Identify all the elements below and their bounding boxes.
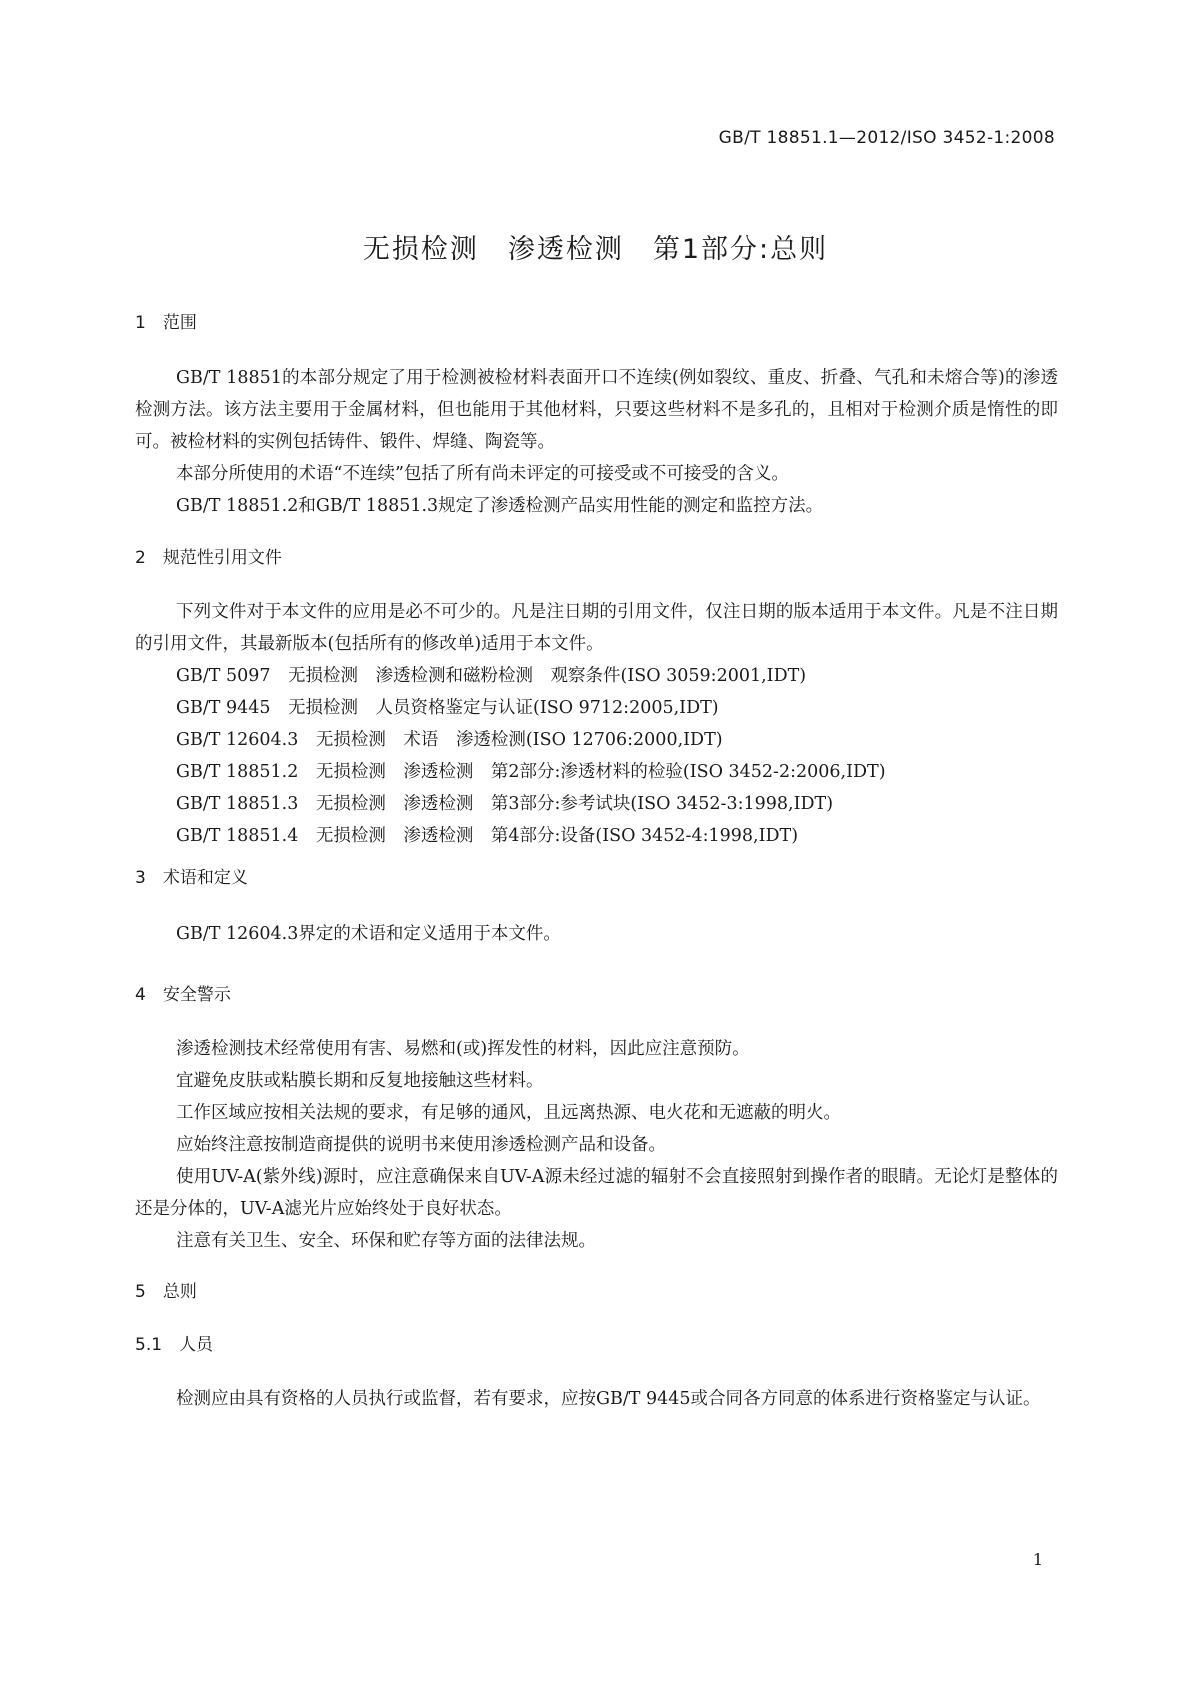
document-title: 无损检测 渗透检测 第1部分:总则 [362, 234, 829, 265]
section-5-heading: 5 总则 [135, 1282, 197, 1302]
safety-line: 渗透检测技术经常使用有害、易燃和(或)挥发性的材料，因此应注意预防。 [176, 1039, 750, 1059]
reference-item: GB/T 5097 无损检测 渗透检测和磁粉检测 观察条件(ISO 3059:2001,IDT) [176, 666, 807, 686]
section-3-heading: 3 术语和定义 [135, 868, 248, 888]
safety-uv-paragraph: 使用UV-A(紫外线)源时，应注意确保来自UV-A源未经过滤的辐射不会直接照射到操作者的眼睛。无论灯是整体的还是分体的，UV-A滤光片应始终处于良好状态。 [135, 1167, 1058, 1219]
safety-line: 注意有关卫生、安全、环保和贮存等方面的法律法规。 [176, 1231, 596, 1251]
section-5-1-heading: 5.1 人员 [135, 1335, 214, 1355]
section-3-paragraph-1: GB/T 12604.3界定的术语和定义适用于本文件。 [176, 924, 561, 944]
section-2-heading: 2 规范性引用文件 [135, 548, 282, 568]
section-4-heading: 4 安全警示 [135, 985, 231, 1005]
section-1-paragraph-3: GB/T 18851.2和GB/T 18851.3规定了渗透检测产品实用性能的测定和监控方法。 [176, 496, 824, 516]
reference-item: GB/T 18851.4 无损检测 渗透检测 第4部分:设备(ISO 3452-4:1998,IDT) [176, 826, 799, 846]
page-number: 1 [1032, 1550, 1043, 1569]
section-1-heading: 1 范围 [135, 313, 197, 333]
reference-item: GB/T 12604.3 无损检测 术语 渗透检测(ISO 12706:2000,IDT) [176, 730, 723, 750]
safety-line: 应始终注意按制造商提供的说明书来使用渗透检测产品和设备。 [176, 1135, 666, 1155]
section-1-paragraph-1: GB/T 18851的本部分规定了用于检测被检材料表面开口不连续(例如裂纹、重皮、折叠、气孔和未熔合等)的渗透检测方法。该方法主要用于金属材料，但也能用于其他材料，只要这些材料不是多孔的，且相对于检测介质是惰性的即可。被检材料的实例包括铸件、锻件、焊缝、陶瓷等。 [135, 368, 1058, 452]
section-1-paragraph-2: 本部分所使用的术语“不连续”包括了所有尚未评定的可接受或不可接受的含义。 [176, 464, 789, 484]
reference-item: GB/T 9445 无损检测 人员资格鉴定与认证(ISO 9712:2005,IDT) [176, 698, 719, 718]
section-2-paragraph-1: 下列文件对于本文件的应用是必不可少的。凡是注日期的引用文件，仅注日期的版本适用于本文件。凡是不注日期的引用文件，其最新版本(包括所有的修改单)适用于本文件。 [135, 602, 1058, 654]
standard-number: GB/T 18851.1—2012/ISO 3452-1:2008 [718, 128, 1055, 148]
section-5-1-paragraph-1: 检测应由具有资格的人员执行或监督，若有要求，应按GB/T 9445或合同各方同意的体系进行资格鉴定与认证。 [176, 1389, 1041, 1409]
safety-line: 宜避免皮肤或粘膜长期和反复地接触这些材料。 [176, 1071, 544, 1091]
safety-line: 工作区域应按相关法规的要求，有足够的通风，且远离热源、电火花和无遮蔽的明火。 [176, 1103, 841, 1123]
reference-item: GB/T 18851.2 无损检测 渗透检测 第2部分:渗透材料的检验(ISO 3452-2:2006,IDT) [176, 762, 886, 782]
reference-item: GB/T 18851.3 无损检测 渗透检测 第3部分:参考试块(ISO 3452-3:1998,IDT) [176, 794, 834, 814]
